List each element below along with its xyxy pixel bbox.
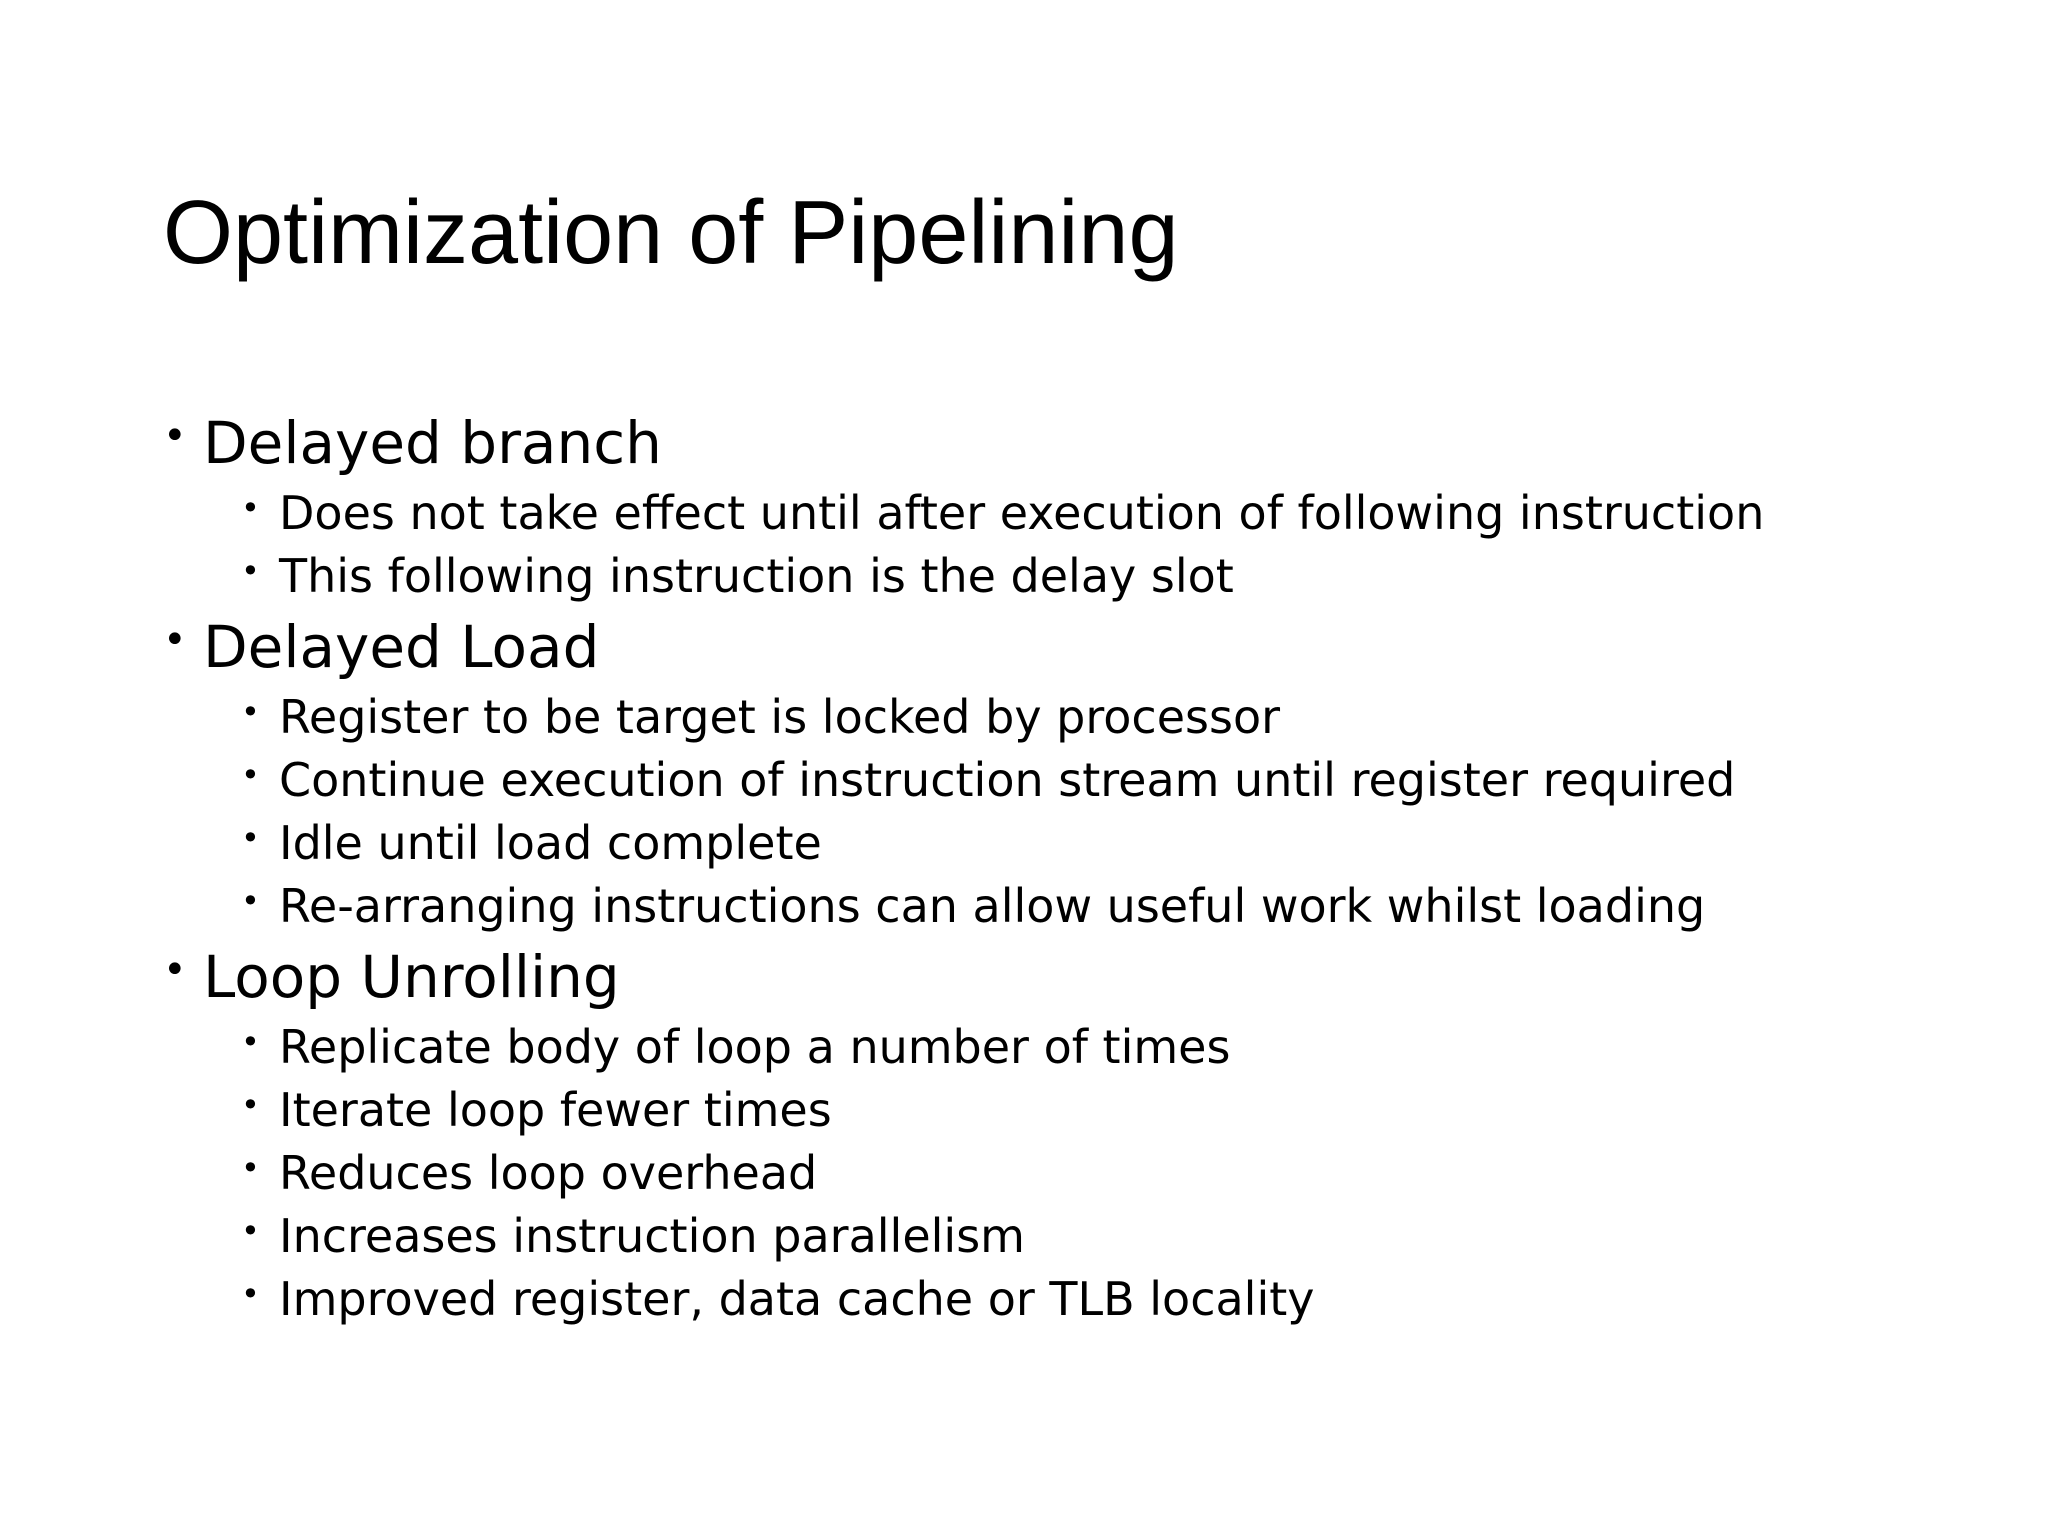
bullet-text: Re-arranging instructions can allow useful work whilst loading [279,879,1706,933]
bullet-level2 [163,1270,2023,1333]
bullet-text: Continue execution of instruction stream until register required [279,753,1736,807]
bullet-text: Improved register, data cache or TLB locality [279,1272,1315,1326]
bullet-level2 [163,1081,2023,1144]
bullet-dot-icon: • [241,1023,260,1061]
bullet-text: Delayed Load [203,613,600,681]
bullet-text: Loop Unrolling [203,943,620,1011]
bullet-text: Iterate loop fewer times [279,1083,832,1137]
bullet-level2 [163,484,2023,547]
bullet-dot-icon: • [241,882,260,920]
bullet-dot-icon: • [241,489,260,527]
bullet-level2 [163,1144,2023,1207]
bullet-dot-icon: • [163,413,187,459]
bullet-text: Reduces loop overhead [279,1146,818,1200]
bullet-dot-icon: • [241,1149,260,1187]
bullet-text: Replicate body of loop a number of times [279,1020,1231,1074]
bullet-level2 [163,877,2023,940]
bullet-dot-icon: • [241,756,260,794]
bullet-dot-icon: • [241,819,260,857]
bullet-level1 [163,614,2023,688]
bullet-text: Increases instruction parallelism [279,1209,1025,1263]
bullet-level2 [163,1018,2023,1081]
bullet-level2 [163,547,2023,610]
section-delayed-load [163,614,2023,940]
bullet-text: Does not take effect until after execution of following instruction [279,486,1765,540]
bullet-level1 [163,944,2023,1018]
section-delayed-branch [163,410,2023,610]
bullet-dot-icon: • [163,617,187,663]
bullet-text: Register to be target is locked by processor [279,690,1280,744]
bullet-level2 [163,814,2023,877]
bullet-dot-icon: • [241,552,260,590]
bullet-level2 [163,751,2023,814]
slide-title: Optimization of Pipelining [163,183,1179,283]
bullet-level1 [163,410,2023,484]
bullet-dot-icon: • [241,693,260,731]
bullet-text: Delayed branch [203,409,662,477]
bullet-dot-icon: • [241,1086,260,1124]
bullet-level2 [163,1207,2023,1270]
section-loop-unrolling [163,944,2023,1333]
bullet-dot-icon: • [163,947,187,993]
bullet-dot-icon: • [241,1275,260,1313]
bullet-text: Idle until load complete [279,816,822,870]
bullet-dot-icon: • [241,1212,260,1250]
bullet-text: This following instruction is the delay slot [279,549,1234,603]
bullet-level2 [163,688,2023,751]
slide-content [163,410,2023,1337]
